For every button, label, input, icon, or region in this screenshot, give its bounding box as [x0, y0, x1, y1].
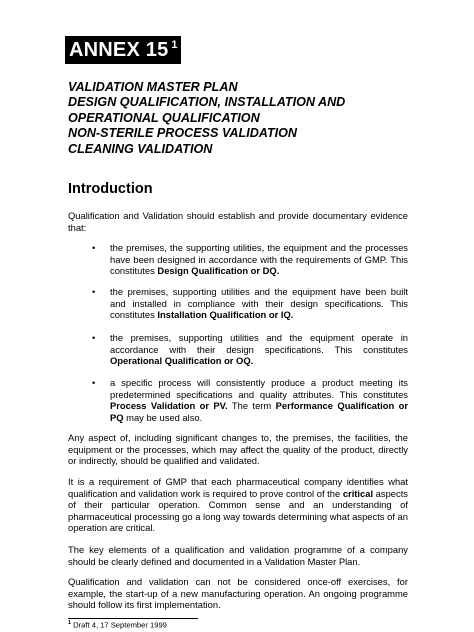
- title-line: NON-STERILE PROCESS VALIDATION: [68, 126, 298, 141]
- title-line: VALIDATION MASTER PLAN: [68, 80, 238, 94]
- bullet-item: a specific process will consistently produce a product meeting its predetermined specifications and quality attributes. This constitutes Process Validation or PV. The term Performance Qualification or PQ may be used also.: [110, 377, 408, 423]
- footnote-divider: [68, 618, 198, 619]
- bullet-symbol: •: [92, 242, 96, 253]
- document-titles: [68, 80, 345, 157]
- body-paragraph: The key elements of a qualification and validation programme of a company should be clearly defined and documented in a Validation Master Plan.: [68, 544, 408, 567]
- footnote: [68, 620, 167, 630]
- bullet-bold-term: Installation Qualification or IQ.: [157, 309, 294, 321]
- bullet-symbol: •: [92, 286, 96, 297]
- body-paragraph: It is a requirement of GMP that each pharmaceutical company identifies what qualification and validation work is required to prove control of the critical aspects of their particular operation. Common sense and an understanding of pharmaceutical processing go a long way towards determining what aspects of an operation are critical.: [68, 476, 408, 534]
- annex-title: ANNEX 15 $^1$: [69, 39, 178, 61]
- intro-lead-paragraph: Qualification and Validation should establish and provide documentary evidence that:: [68, 210, 408, 233]
- bullet-symbol: •: [92, 377, 96, 388]
- section-heading-introduction: Introduction: [68, 181, 153, 197]
- bullet-bold-term: Performance Qualification or PQ: [110, 400, 408, 423]
- bullet-bold-term: Operational Qualification or OQ.: [110, 355, 254, 367]
- title-line: DESIGN QUALIFICATION, INSTALLATION AND: [68, 95, 346, 110]
- body-bold-term: critical: [342, 487, 374, 499]
- footnote-text: Draft 4, 17 September 1999: [71, 620, 167, 630]
- bullet-symbol: •: [92, 332, 96, 343]
- annex-header: [65, 36, 181, 64]
- title-line: CLEANING VALIDATION: [68, 141, 213, 156]
- body-paragraph: Any aspect of, including significant changes to, the premises, the facilities, the equipment or the processes, which may affect the quality of the product, directly or indirectly, should be qualified and validated.: [68, 432, 408, 467]
- annex-footnote-ref: 1: [171, 39, 178, 52]
- bullet-item: the premises, the supporting utilities, the equipment and the processes have been designed in accordance with the requirements of GMP. This constitutes Design Qualification or DQ.: [110, 242, 408, 277]
- title-line: OPERATIONAL QUALIFICATION: [68, 110, 260, 125]
- bullet-item: the premises, supporting utilities and the equipment have been built and installed in compliance with their design specifications. This constitutes Installation Qualification or IQ.: [110, 286, 408, 321]
- bullet-bold-term: Design Qualification or DQ.: [157, 265, 280, 277]
- bullet-item: the premises, supporting utilities and the equipment operate in accordance with their design specifications. This constitutes Operational Qualification or OQ.: [110, 332, 408, 367]
- bullet-bold-term: Process Validation or PV.: [110, 400, 228, 412]
- body-paragraph: Qualification and validation can not be considered once-off exercises, for example, the start-up of a new manufacturing operation. An ongoing programme should follow its first implementation.: [68, 576, 408, 611]
- footnote-marker: 1: [68, 620, 72, 626]
